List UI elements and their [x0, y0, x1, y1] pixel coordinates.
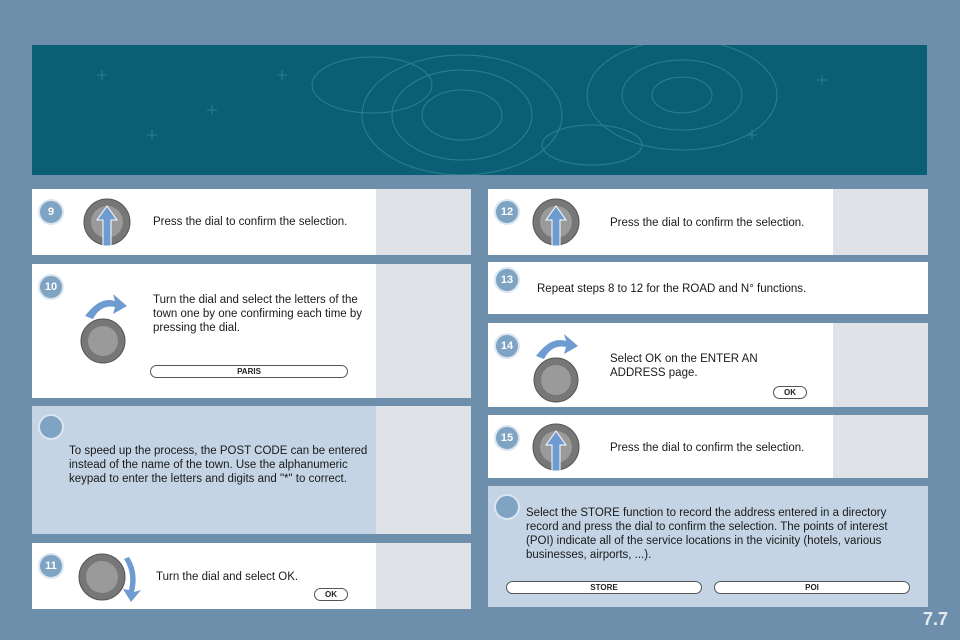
step-12-text: Press the dial to confirm the selection.: [610, 217, 805, 229]
step-11-text: Turn the dial and select OK.: [156, 571, 299, 583]
step-12-card: [488, 189, 928, 255]
dial-press-icon: [531, 194, 581, 249]
control-panel-image: [376, 189, 471, 255]
step-number-badge: 12: [494, 199, 520, 225]
lightbulb-icon: [38, 414, 64, 440]
ok-display: OK: [773, 386, 807, 399]
control-panel-image: [376, 543, 471, 609]
step-number-badge: 13: [494, 267, 520, 293]
step-number-badge: 14: [494, 333, 520, 359]
contour-map-decoration: [32, 45, 927, 175]
tip-1-card: [32, 406, 471, 534]
paris-display: PARIS: [150, 365, 348, 378]
dial-turn-icon: [528, 328, 588, 406]
control-panel-image: [833, 323, 928, 407]
step-number-badge: 11: [38, 553, 64, 579]
step-13-card: [488, 262, 928, 314]
lightbulb-icon: [494, 494, 520, 520]
page-number: 7.7: [922, 609, 948, 629]
tip-1-text: To speed up the process, the POST CODE can be entered instead of the name of the town. Use the alphanumeric keypad to enter the letters and digits and "*" to correct.: [69, 445, 368, 485]
control-panel-image: [376, 264, 471, 398]
store-display: STORE: [506, 581, 702, 594]
header-banner: [32, 45, 927, 175]
step-13-text: Repeat steps 8 to 12 for the ROAD and N° functions.: [537, 283, 807, 295]
control-panel-image: [833, 415, 928, 478]
keypad-image: [376, 406, 471, 534]
step-number-badge: 15: [494, 425, 520, 451]
step-14-card: [488, 323, 928, 407]
step-10-card: [32, 264, 471, 398]
tip-2-card: [488, 486, 928, 607]
dial-press-icon: [531, 419, 581, 474]
step-11-card: [32, 543, 471, 609]
dial-turn-icon: [77, 286, 137, 366]
step-number-badge: 9: [38, 199, 64, 225]
tip-2-text: Select the STORE function to record the address entered in a directory record and press the dial to confirm the selection. The points of interest (POI) indicate all of the service locations in the vicinity (hotels, various businesses, airports, ...).: [526, 507, 888, 561]
step-15-text: Press the dial to confirm the selection.: [610, 442, 805, 454]
step-9-text: Press the dial to confirm the selection.: [153, 216, 348, 228]
dial-turn-icon: [77, 549, 152, 604]
control-panel-image: [833, 189, 928, 255]
step-9-card: [32, 189, 471, 255]
step-number-badge: 10: [38, 274, 64, 300]
step-14-text: Select OK on the ENTER AN ADDRESS page.: [610, 353, 758, 379]
step-10-text: Turn the dial and select the letters of the town one by one confirming each time by pressing the dial.: [153, 294, 363, 334]
ok-display: OK: [314, 588, 348, 601]
step-15-card: [488, 415, 928, 478]
poi-display: POI: [714, 581, 910, 594]
dial-press-icon: [82, 194, 132, 249]
